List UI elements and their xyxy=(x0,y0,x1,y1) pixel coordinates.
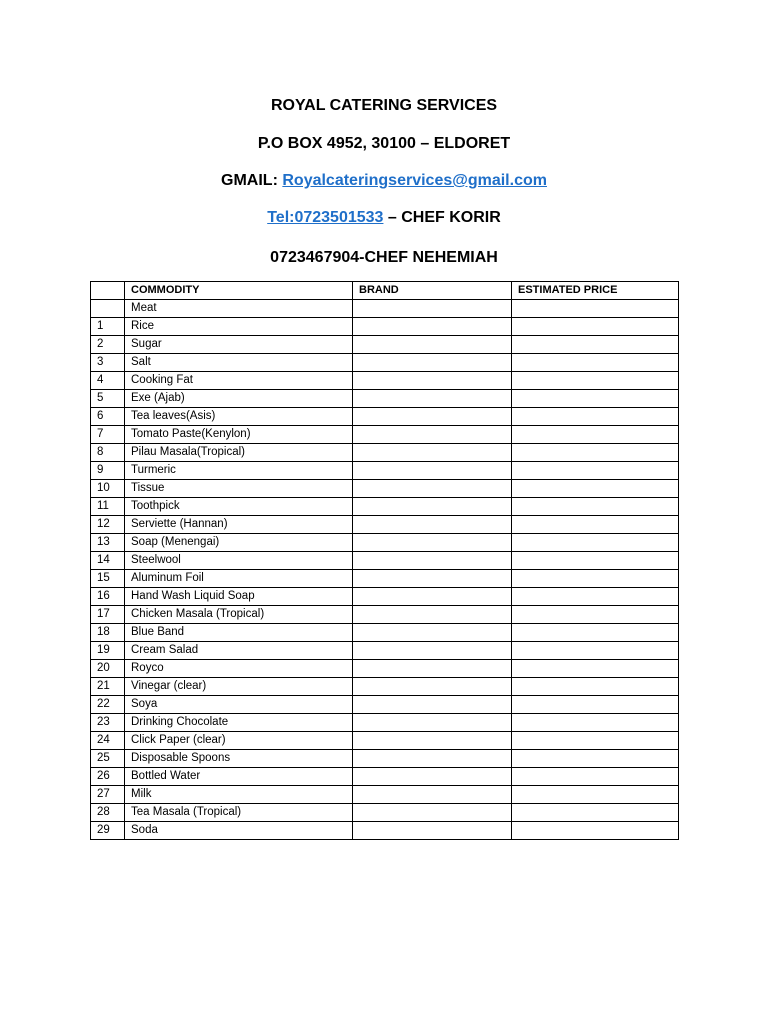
estimated-price-cell xyxy=(512,354,679,372)
estimated-price-cell xyxy=(512,786,679,804)
brand-cell xyxy=(353,390,512,408)
brand-cell xyxy=(353,606,512,624)
row-number: 16 xyxy=(91,588,125,606)
commodity-cell: Royco xyxy=(125,660,353,678)
table-row xyxy=(91,300,679,318)
row-number: 22 xyxy=(91,696,125,714)
table-row xyxy=(91,786,679,804)
table-row xyxy=(91,408,679,426)
table-row xyxy=(91,642,679,660)
row-number: 26 xyxy=(91,768,125,786)
tel-line xyxy=(0,208,768,228)
brand-cell xyxy=(353,750,512,768)
estimated-price-cell xyxy=(512,318,679,336)
row-number: 15 xyxy=(91,570,125,588)
row-number: 20 xyxy=(91,660,125,678)
estimated-price-cell xyxy=(512,426,679,444)
gmail-link[interactable]: Royalcateringservices@gmail.com xyxy=(282,172,547,189)
brand-cell xyxy=(353,552,512,570)
table-row xyxy=(91,750,679,768)
row-number: 27 xyxy=(91,786,125,804)
commodity-cell: Tomato Paste(Kenylon) xyxy=(125,426,353,444)
row-number: 23 xyxy=(91,714,125,732)
brand-cell xyxy=(353,498,512,516)
row-number: 14 xyxy=(91,552,125,570)
tel-contact-name: – CHEF KORIR xyxy=(383,209,501,226)
brand-cell xyxy=(353,624,512,642)
commodity-cell: Soda xyxy=(125,822,353,840)
brand-cell xyxy=(353,318,512,336)
table-row xyxy=(91,336,679,354)
commodity-cell: Salt xyxy=(125,354,353,372)
estimated-price-cell xyxy=(512,300,679,318)
commodity-cell: Hand Wash Liquid Soap xyxy=(125,588,353,606)
table-row xyxy=(91,570,679,588)
postal-address: P.O BOX 4952, 30100 – ELDORET xyxy=(257,135,511,152)
brand-cell xyxy=(353,660,512,678)
row-number xyxy=(91,300,125,318)
brand-cell xyxy=(353,696,512,714)
brand-cell xyxy=(353,426,512,444)
commodity-cell: Cooking Fat xyxy=(125,372,353,390)
column-header-commodity: COMMODITY xyxy=(125,282,353,300)
table-row xyxy=(91,480,679,498)
table-row xyxy=(91,696,679,714)
commodity-cell: Turmeric xyxy=(125,462,353,480)
table-row xyxy=(91,624,679,642)
brand-cell xyxy=(353,408,512,426)
column-header-number xyxy=(91,282,125,300)
row-number: 19 xyxy=(91,642,125,660)
row-number: 25 xyxy=(91,750,125,768)
brand-cell xyxy=(353,588,512,606)
table-row xyxy=(91,678,679,696)
commodity-cell: Bottled Water xyxy=(125,768,353,786)
table-row xyxy=(91,768,679,786)
row-number: 13 xyxy=(91,534,125,552)
row-number: 17 xyxy=(91,606,125,624)
brand-cell xyxy=(353,300,512,318)
row-number: 9 xyxy=(91,462,125,480)
brand-cell xyxy=(353,678,512,696)
commodity-cell: Tea Masala (Tropical) xyxy=(125,804,353,822)
row-number: 1 xyxy=(91,318,125,336)
estimated-price-cell xyxy=(512,516,679,534)
brand-cell xyxy=(353,462,512,480)
commodity-cell: Sugar xyxy=(125,336,353,354)
commodity-cell: Soya xyxy=(125,696,353,714)
table-row xyxy=(91,714,679,732)
commodity-cell: Drinking Chocolate xyxy=(125,714,353,732)
row-number: 29 xyxy=(91,822,125,840)
table-row xyxy=(91,534,679,552)
brand-cell xyxy=(353,732,512,750)
brand-cell xyxy=(353,372,512,390)
row-number: 12 xyxy=(91,516,125,534)
commodity-cell: Serviette (Hannan) xyxy=(125,516,353,534)
column-header-brand: BRAND xyxy=(353,282,512,300)
estimated-price-cell xyxy=(512,552,679,570)
estimated-price-cell xyxy=(512,714,679,732)
brand-cell xyxy=(353,480,512,498)
estimated-price-cell xyxy=(512,732,679,750)
brand-cell xyxy=(353,822,512,840)
estimated-price-cell xyxy=(512,336,679,354)
row-number: 10 xyxy=(91,480,125,498)
row-number: 24 xyxy=(91,732,125,750)
brand-cell xyxy=(353,534,512,552)
commodity-cell: Tissue xyxy=(125,480,353,498)
brand-cell xyxy=(353,714,512,732)
brand-cell xyxy=(353,804,512,822)
brand-cell xyxy=(353,336,512,354)
estimated-price-cell xyxy=(512,804,679,822)
table-row xyxy=(91,516,679,534)
commodity-cell: Rice xyxy=(125,318,353,336)
table-row xyxy=(91,822,679,840)
row-number: 7 xyxy=(91,426,125,444)
estimated-price-cell xyxy=(512,678,679,696)
row-number: 5 xyxy=(91,390,125,408)
estimated-price-cell xyxy=(512,570,679,588)
commodity-cell: Tea leaves(Asis) xyxy=(125,408,353,426)
estimated-price-cell xyxy=(512,498,679,516)
gmail-label: GMAIL: xyxy=(221,172,283,189)
table-row xyxy=(91,318,679,336)
estimated-price-cell xyxy=(512,444,679,462)
commodity-cell: Steelwool xyxy=(125,552,353,570)
table-row xyxy=(91,462,679,480)
estimated-price-cell xyxy=(512,696,679,714)
brand-cell xyxy=(353,354,512,372)
estimated-price-cell xyxy=(512,642,679,660)
brand-cell xyxy=(353,444,512,462)
row-number: 11 xyxy=(91,498,125,516)
commodity-cell: Disposable Spoons xyxy=(125,750,353,768)
estimated-price-cell xyxy=(512,588,679,606)
table-row xyxy=(91,354,679,372)
row-number: 8 xyxy=(91,444,125,462)
commodity-cell: Click Paper (clear) xyxy=(125,732,353,750)
commodity-table xyxy=(90,281,679,840)
commodity-cell: Cream Salad xyxy=(125,642,353,660)
commodity-cell: Exe (Ajab) xyxy=(125,390,353,408)
row-number: 6 xyxy=(91,408,125,426)
estimated-price-cell xyxy=(512,390,679,408)
brand-cell xyxy=(353,570,512,588)
commodity-cell: Toothpick xyxy=(125,498,353,516)
column-header-estimated-price: ESTIMATED PRICE xyxy=(512,282,679,300)
commodity-cell: Chicken Masala (Tropical) xyxy=(125,606,353,624)
table-row xyxy=(91,606,679,624)
estimated-price-cell xyxy=(512,372,679,390)
brand-cell xyxy=(353,786,512,804)
row-number: 4 xyxy=(91,372,125,390)
row-number: 28 xyxy=(91,804,125,822)
table-row xyxy=(91,372,679,390)
commodity-cell: Pilau Masala(Tropical) xyxy=(125,444,353,462)
table-row xyxy=(91,588,679,606)
company-name: ROYAL CATERING SERVICES xyxy=(270,97,498,114)
table-row xyxy=(91,444,679,462)
estimated-price-cell xyxy=(512,462,679,480)
commodity-cell: Aluminum Foil xyxy=(125,570,353,588)
commodity-cell: Soap (Menengai) xyxy=(125,534,353,552)
table-row xyxy=(91,426,679,444)
table-row xyxy=(91,660,679,678)
table-body xyxy=(91,300,679,840)
estimated-price-cell xyxy=(512,408,679,426)
brand-cell xyxy=(353,516,512,534)
commodity-cell: Blue Band xyxy=(125,624,353,642)
row-number: 18 xyxy=(91,624,125,642)
commodity-cell: Meat xyxy=(125,300,353,318)
estimated-price-cell xyxy=(512,534,679,552)
gmail-line xyxy=(0,171,768,191)
row-number: 3 xyxy=(91,354,125,372)
table-row xyxy=(91,552,679,570)
commodity-cell: Milk xyxy=(125,786,353,804)
estimated-price-cell xyxy=(512,768,679,786)
row-number: 2 xyxy=(91,336,125,354)
row-number: 21 xyxy=(91,678,125,696)
table-row xyxy=(91,804,679,822)
table-row xyxy=(91,390,679,408)
brand-cell xyxy=(353,768,512,786)
tel-link[interactable]: Tel:0723501533 xyxy=(267,209,384,226)
second-contact: 0723467904-CHEF NEHEMIAH xyxy=(270,249,498,266)
estimated-price-cell xyxy=(512,750,679,768)
estimated-price-cell xyxy=(512,822,679,840)
estimated-price-cell xyxy=(512,606,679,624)
brand-cell xyxy=(353,642,512,660)
table-row xyxy=(91,732,679,750)
table-row xyxy=(91,498,679,516)
estimated-price-cell xyxy=(512,660,679,678)
estimated-price-cell xyxy=(512,624,679,642)
estimated-price-cell xyxy=(512,480,679,498)
commodity-cell: Vinegar (clear) xyxy=(125,678,353,696)
table-header-row xyxy=(91,282,679,300)
